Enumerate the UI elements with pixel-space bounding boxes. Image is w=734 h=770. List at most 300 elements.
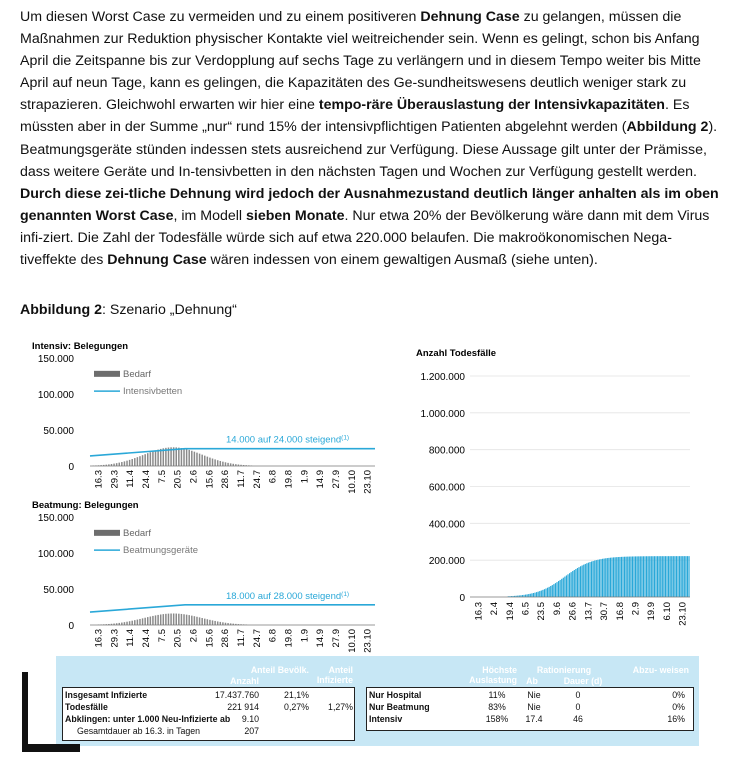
death-bar	[627, 557, 628, 597]
y-tick-label: 100.000	[37, 390, 74, 401]
bedarf-bar	[173, 613, 175, 625]
bedarf-bar	[142, 618, 144, 625]
death-bar	[668, 556, 669, 597]
x-tick-label: 27.9	[330, 470, 342, 489]
decorative-bar	[22, 672, 28, 752]
death-bar	[563, 578, 564, 597]
death-bar	[538, 592, 539, 597]
death-bar	[593, 561, 594, 597]
bedarf-bar	[186, 449, 188, 466]
bedarf-bar	[134, 620, 136, 625]
bedarf-bar	[137, 620, 139, 625]
x-tick-label: 24.7	[251, 470, 263, 489]
x-tick-label: 29.3	[109, 629, 121, 648]
bedarf-bar	[181, 614, 183, 625]
x-tick-label: 14.9	[315, 470, 327, 489]
table-cell: 0%	[672, 702, 685, 712]
paragraph-segment: Um diesen Worst Case zu vermeiden und zu einem positiveren	[20, 9, 421, 25]
y-tick-label: 100.000	[37, 549, 74, 560]
bedarf-bar	[137, 457, 139, 466]
death-bar	[622, 557, 623, 597]
table-cell: 46	[573, 714, 583, 724]
table-cell: 1,27%	[328, 702, 353, 712]
table-row	[367, 702, 693, 713]
x-tick-label: 10.10	[346, 629, 358, 653]
x-tick-label: 1.9	[299, 470, 311, 484]
death-bar	[619, 557, 620, 597]
table-header: Anteil Bevölk.	[250, 665, 309, 675]
death-bar	[583, 565, 584, 597]
table-row	[63, 714, 354, 725]
bedarf-bar	[155, 450, 157, 466]
death-bar	[633, 556, 634, 597]
bedarf-bar	[188, 450, 190, 466]
bedarf-bar	[225, 462, 227, 466]
death-bar	[648, 556, 649, 597]
x-tick-label: 9.6	[551, 602, 563, 616]
y-tick-label: 50.000	[43, 585, 74, 596]
row-label: Todesfälle	[65, 702, 108, 712]
bedarf-bar	[139, 456, 141, 466]
bedarf-bar	[207, 457, 209, 466]
legend-label: Bedarf	[123, 368, 151, 380]
death-bar	[586, 563, 587, 597]
y-tick-label: 0	[459, 593, 465, 604]
death-bar	[637, 556, 638, 597]
x-tick-label: 13.7	[583, 602, 595, 621]
x-tick-label: 16.3	[93, 629, 105, 648]
table-row	[63, 690, 354, 701]
bedarf-bar	[191, 451, 193, 466]
bedarf-bar	[147, 617, 149, 625]
legend-swatch-bar	[94, 530, 120, 536]
death-bar	[671, 556, 672, 597]
annotation-text: 14.000 auf 24.000 steigend	[226, 434, 342, 446]
bedarf-bar	[201, 455, 203, 466]
death-bar	[624, 557, 625, 597]
y-tick-label: 800.000	[428, 445, 465, 457]
death-bar	[605, 558, 606, 597]
death-bar	[558, 581, 559, 597]
figure-caption	[20, 302, 237, 318]
bedarf-bar	[131, 621, 133, 625]
x-tick-label: 1.9	[299, 629, 311, 643]
death-bar	[589, 562, 590, 597]
bedarf-bar	[199, 454, 201, 466]
death-bar	[604, 559, 605, 597]
summary-panel	[56, 656, 699, 746]
table-cell: 158%	[485, 714, 509, 724]
y-tick-label: 150.000	[37, 513, 74, 524]
figure-caption-text: : Szenario „Dehnung“	[101, 302, 237, 318]
death-bar	[684, 556, 685, 597]
y-tick-label: 600.000	[428, 482, 465, 494]
bedarf-bar	[157, 450, 159, 466]
paragraph-segment: zu gelangen, müssen die Maßnahmen zur Reduktion physischer Kontakte viel weitreichender sein. Wenn es gelingt, schon bis Anfang April die Zeitspanne bis zur Verdopplung auf sechs Tage zu verlängern und in diesem Tempo weiter bis Mitte April auf neun Tage, kann es gelingen, die Kapazitäten des Ge-sundheitswesens deutlich weniger stark zu strapazieren. Gleichwohl erwarten wir hier eine	[20, 9, 701, 114]
x-tick-label: 24.7	[251, 629, 263, 648]
death-bar	[610, 558, 611, 597]
bedarf-bar	[191, 616, 193, 625]
x-tick-label: 19.8	[283, 470, 295, 489]
death-bar	[533, 593, 534, 597]
bedarf-bar	[220, 622, 222, 625]
bedarf-bar	[188, 615, 190, 625]
death-bar	[638, 556, 639, 597]
table-cell: Nie	[527, 690, 541, 700]
death-bar	[580, 566, 581, 597]
chart-intensiv	[30, 338, 380, 498]
death-bar	[578, 567, 579, 597]
body-paragraph	[20, 6, 720, 271]
death-bar	[654, 556, 655, 597]
paragraph-segment: , im Modell	[173, 207, 246, 224]
x-tick-label: 23.10	[362, 470, 374, 494]
death-bar	[561, 579, 562, 597]
legend-swatch-bar	[94, 371, 120, 377]
x-tick-label: 11.4	[125, 629, 137, 647]
bedarf-bar	[194, 452, 196, 466]
death-bar	[630, 557, 631, 597]
row-label: Intensiv	[369, 714, 403, 724]
bedarf-bar	[176, 614, 178, 625]
bedarf-bar	[152, 616, 154, 625]
paragraph-segment: Abbildung 2	[626, 119, 709, 136]
death-bar	[553, 584, 554, 597]
death-bar	[545, 588, 546, 597]
x-tick-label: 6.8	[267, 629, 279, 643]
death-bar	[611, 558, 612, 597]
bedarf-bar	[116, 463, 118, 466]
death-bar	[640, 556, 641, 597]
death-bar	[596, 560, 597, 597]
death-bar	[685, 556, 686, 597]
death-bar	[588, 563, 589, 597]
bedarf-bar	[121, 462, 123, 466]
bedarf-bar	[220, 461, 222, 466]
bedarf-bar	[139, 619, 141, 625]
x-tick-label: 2.9	[630, 602, 642, 616]
table-cell: 16%	[667, 714, 685, 724]
death-bar	[644, 556, 645, 597]
death-bar	[542, 590, 543, 597]
bedarf-bar	[217, 621, 219, 625]
bedarf-bar	[222, 462, 224, 466]
annotation-label	[226, 435, 349, 446]
bedarf-bar	[124, 622, 126, 625]
death-bar	[547, 588, 548, 597]
bedarf-bar	[126, 622, 128, 625]
bedarf-bar	[183, 449, 185, 466]
death-bar	[531, 593, 532, 597]
death-bar	[608, 558, 609, 597]
row-label: Nur Hospital	[369, 690, 422, 700]
death-bar	[626, 557, 627, 597]
x-tick-label: 2.4	[489, 602, 501, 616]
death-bar	[676, 556, 677, 597]
x-tick-label: 19.9	[646, 602, 658, 621]
death-bar	[613, 557, 614, 597]
bedarf-bar	[126, 461, 128, 466]
death-bar	[649, 556, 650, 597]
bedarf-bar	[194, 616, 196, 625]
row-label: Nur Beatmung	[369, 702, 430, 712]
bedarf-bar	[196, 617, 198, 625]
x-tick-label: 27.9	[330, 629, 342, 648]
table-header: Abzu- weisen	[632, 665, 689, 675]
table-header: Anteil Infizierte	[316, 665, 353, 685]
x-tick-label: 2.6	[188, 629, 200, 643]
x-tick-label: 23.10	[362, 629, 374, 653]
death-bar	[556, 582, 557, 597]
table-header: Höchste Auslastung	[469, 665, 517, 685]
x-tick-label: 16.3	[93, 470, 105, 489]
y-tick-label: 400.000	[428, 519, 465, 531]
paragraph-segment: . Es müssten aber in der Summe „nur“ rund 15% der intensivpflichtigen Patienten abgelehnt werden (	[20, 97, 690, 136]
bedarf-bar	[163, 614, 165, 625]
bedarf-bar	[150, 452, 152, 466]
bedarf-bar	[124, 461, 126, 466]
y-tick-label: 0	[68, 621, 74, 632]
y-tick-label: 0	[68, 462, 74, 473]
death-bar	[687, 556, 688, 597]
bedarf-bar	[170, 614, 172, 625]
death-bar	[600, 559, 601, 597]
paragraph-segment: sieben Monate	[246, 207, 345, 224]
y-tick-label: 1.000.000	[420, 408, 465, 420]
death-bar	[655, 556, 656, 597]
table-cell: 17.4	[525, 714, 543, 724]
table-row	[63, 726, 354, 737]
bedarf-bar	[160, 449, 162, 466]
bedarf-bar	[168, 614, 170, 625]
bedarf-bar	[150, 617, 152, 625]
death-bar	[550, 586, 551, 597]
x-tick-label: 19.8	[283, 629, 295, 648]
paragraph-segment: . Nur etwa 20% der Bevölkerung wäre dann mit dem Virus infi-ziert. Die Zahl der Todesfälle würde sich auf etwa 220.000 belaufen. Die makroökonomischen Nega-tiveffekte des	[20, 207, 710, 269]
paragraph-segment: ). Beatmungsgeräte stünden indessen stets ausreichend zur Verfügung. Diese Aussage gilt unter der Prämisse, dass weitere Geräte und In-tensivbetten in den nächsten Tagen und Wochen zur Verfügung gestellt werden.	[20, 119, 718, 180]
table-header: Dauer (d)	[563, 676, 603, 686]
death-bar	[585, 564, 586, 597]
death-bar	[670, 556, 671, 597]
capacity-line	[90, 449, 375, 456]
death-bar	[679, 556, 680, 597]
annotation-text: 18.000 auf 28.000 steigend	[226, 590, 342, 602]
death-bar	[560, 580, 561, 597]
paragraph-segment: Durch diese zei-tliche Dehnung wird jedoch der Ausnahmezustand deutlich länger anhalten als im oben genannten Worst Case	[20, 185, 719, 224]
bedarf-bar	[207, 619, 209, 625]
bedarf-bar	[178, 448, 180, 466]
death-bar	[616, 557, 617, 597]
death-bar	[688, 556, 689, 597]
chart-beatmung	[30, 497, 380, 655]
death-bar	[681, 556, 682, 597]
x-tick-label: 23.5	[536, 602, 548, 621]
table-cell: 207	[244, 726, 259, 736]
death-bar	[674, 556, 675, 597]
annotation-footnote: (1)	[341, 590, 350, 598]
bedarf-bar	[155, 615, 157, 625]
x-tick-label: 16.8	[614, 602, 626, 621]
summary-table-right	[366, 665, 694, 731]
bedarf-bar	[129, 460, 131, 466]
bedarf-bar	[199, 617, 201, 625]
chart-title: Anzahl Todesfälle	[416, 348, 497, 359]
capacity-line	[90, 605, 375, 612]
decorative-bar-bottom	[22, 744, 80, 752]
death-bar	[615, 557, 616, 597]
bedarf-bar	[209, 620, 211, 625]
y-tick-label: 50.000	[43, 426, 74, 437]
x-tick-label: 6.5	[520, 602, 532, 616]
chart-title: Intensiv: Belegungen	[32, 341, 129, 352]
legend-label: Bedarf	[123, 527, 151, 539]
death-bar	[657, 556, 658, 597]
death-bar	[528, 594, 529, 597]
bedarf-bar	[212, 459, 214, 466]
bedarf-bar	[183, 614, 185, 625]
death-bar	[555, 583, 556, 597]
bedarf-bar	[142, 455, 144, 466]
x-tick-label: 7.5	[156, 629, 168, 643]
table-header: Rationierung	[536, 665, 592, 675]
death-bar	[635, 556, 636, 597]
table-cell: 0,27%	[284, 702, 309, 712]
death-bar	[641, 556, 642, 597]
bedarf-bar	[119, 463, 121, 466]
death-bar	[552, 585, 553, 597]
bedarf-bar	[181, 448, 183, 466]
table-cell: 83%	[488, 702, 506, 712]
row-label: Gesamtdauer ab 16.3. in Tagen	[77, 726, 201, 736]
death-bar	[567, 574, 568, 597]
figure-label: Abbildung 2	[20, 302, 102, 318]
y-tick-label: 1.200.000	[420, 372, 465, 383]
annotation-footnote: (1)	[341, 434, 350, 442]
bedarf-bar	[212, 620, 214, 625]
paragraph-segment: tempo-räre Überauslastung der Intensivkapazitäten	[318, 97, 665, 114]
bedarf-bar	[204, 619, 206, 625]
x-tick-label: 20.5	[172, 629, 184, 648]
death-bar	[530, 594, 531, 597]
bedarf-bar	[214, 621, 216, 625]
paragraph-segment: wären indessen von einem gewaltigen Ausmaß (siehe unten).	[206, 252, 598, 269]
table-cell: Nie	[527, 702, 541, 712]
death-bar	[572, 571, 573, 597]
death-bar	[673, 556, 674, 597]
x-tick-label: 2.6	[188, 470, 200, 484]
x-tick-label: 28.6	[220, 470, 232, 489]
x-tick-label: 26.6	[567, 602, 579, 621]
bedarf-bar	[201, 618, 203, 625]
summary-table-left	[62, 665, 355, 741]
death-bar	[652, 556, 653, 597]
x-tick-label: 29.3	[109, 470, 121, 489]
death-bar	[659, 556, 660, 597]
death-bar	[618, 557, 619, 597]
table-header: Anzahl	[230, 676, 259, 686]
chart-title: Beatmung: Belegungen	[32, 500, 139, 511]
table-header: Ab	[526, 676, 538, 686]
y-tick-label: 200.000	[428, 556, 465, 568]
bedarf-bar	[129, 621, 131, 625]
x-tick-label: 11.7	[235, 629, 247, 647]
x-tick-label: 14.9	[315, 629, 327, 648]
table-cell: 11%	[488, 690, 506, 700]
table-row	[63, 702, 354, 713]
x-tick-label: 23.10	[677, 602, 689, 626]
table-cell: 0	[575, 690, 581, 700]
death-bar	[651, 556, 652, 597]
x-tick-label: 30.7	[599, 602, 611, 621]
death-bar	[577, 568, 578, 597]
death-bar	[591, 561, 592, 597]
death-bar	[660, 556, 661, 597]
death-bar	[599, 559, 600, 597]
bedarf-bar	[227, 463, 229, 466]
annotation-label	[226, 591, 349, 602]
x-tick-label: 6.10	[661, 602, 673, 621]
bedarf-bar	[144, 454, 146, 466]
death-bar	[566, 575, 567, 597]
table-cell: 17.437.760	[214, 690, 259, 700]
death-bar	[539, 591, 540, 597]
x-tick-label: 20.5	[172, 470, 184, 489]
death-bar	[536, 592, 537, 597]
row-label: Abklingen: unter 1.000 Neu-Infizierte ab	[65, 714, 231, 724]
bedarf-bar	[165, 614, 167, 625]
x-tick-label: 24.4	[140, 470, 152, 489]
bedarf-bar	[134, 458, 136, 466]
row-label: Insgesamt Infizierte	[65, 690, 148, 700]
table-cell: 9.10	[241, 714, 259, 724]
bedarf-bar	[160, 614, 162, 625]
death-bar	[597, 560, 598, 597]
death-bar	[682, 556, 683, 597]
death-bar	[663, 556, 664, 597]
y-tick-label: 150.000	[37, 354, 74, 365]
death-bar	[574, 570, 575, 597]
death-bar	[643, 556, 644, 597]
table-cell: 21,1%	[284, 690, 309, 700]
bedarf-bar	[204, 456, 206, 466]
death-bar	[534, 593, 535, 597]
death-bar	[646, 556, 647, 597]
x-tick-label: 15.6	[204, 470, 216, 489]
death-bar	[544, 589, 545, 597]
x-tick-label: 6.8	[267, 470, 279, 484]
death-bar	[549, 587, 550, 597]
x-tick-label: 19.4	[504, 602, 516, 621]
x-tick-label: 11.7	[235, 470, 247, 488]
x-tick-label: 15.6	[204, 629, 216, 648]
table-row	[367, 714, 693, 725]
x-tick-label: 16.3	[473, 602, 485, 621]
bedarf-bar	[186, 615, 188, 625]
paragraph-segment: Dehnung Case	[420, 9, 520, 25]
death-bar	[575, 569, 576, 597]
death-bar	[564, 577, 565, 597]
death-bar	[632, 556, 633, 597]
bedarf-bar	[131, 459, 133, 466]
death-bar	[541, 591, 542, 597]
bedarf-bar	[157, 615, 159, 625]
x-tick-label: 10.10	[346, 470, 358, 494]
death-bar	[569, 573, 570, 597]
x-tick-label: 28.6	[220, 629, 232, 648]
bedarf-bar	[178, 614, 180, 625]
death-bar	[662, 556, 663, 597]
death-bar	[607, 558, 608, 597]
